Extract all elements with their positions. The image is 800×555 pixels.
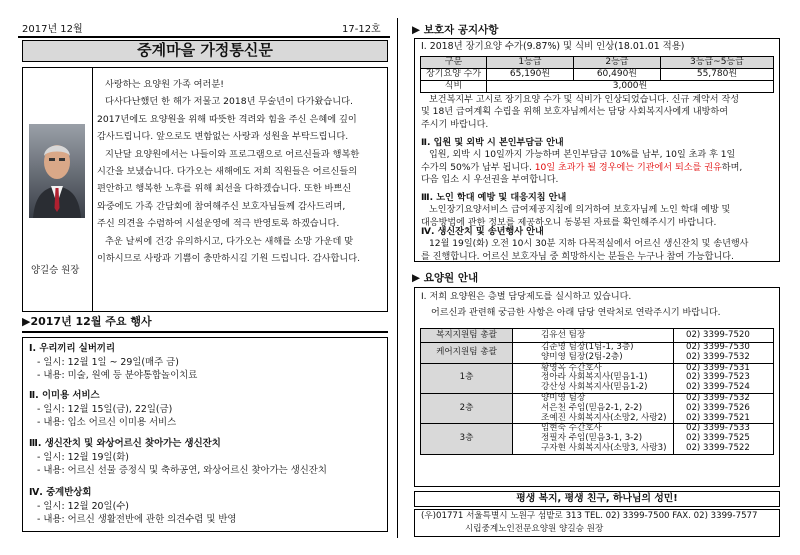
notice-section-4 [421,226,748,263]
fee-table-header [421,57,774,69]
address-line: (우)01771 서울특별시 노원구 섬밭로 313 TEL. 02) 3399-7500 FAX. 02) 3399-7577 [421,511,758,521]
staff-dept: 2층 [421,393,513,423]
director-letter-box [22,67,388,312]
event-item-1 [29,342,197,383]
newsletter-title: 중계마을 가정통신문 [137,41,273,60]
slogan: 평생 복지, 평생 친구, 하나님의 성민! [516,493,678,505]
letter-line: 편안하고 행복한 노후를 위해 최선을 다하겠습니다. 또한 바쁘신 [97,183,352,195]
slogan-box [414,491,780,507]
staff-table [420,328,774,455]
notice-line: 를 진행합니다. 어르신 보호자님 중 희망하시는 분들은 누구나 참여 가능합니다. [421,251,734,262]
notice-line: 및 18년 급여계획 수립을 위해 보호자님께서는 담당 사회복지사에게 내방하여 [421,107,729,118]
guide-box [414,287,780,487]
notice-line: 다음 입소 시 우선권을 부여합니다. [421,175,559,186]
letter-line: 감사드립니다. 앞으로도 변함없는 사랑과 성원을 부탁드립니다. [97,131,349,143]
event-title: Ⅰ. 우리끼리 실버끼리 [29,343,116,354]
letter-line: 지난달 요양원에서는 나들이와 프로그램으로 어르신들과 행복한 [105,148,360,160]
staff-phone: 02) 3399-7531 [686,362,750,373]
notice-line: 보건복지부 고시로 장기요양 수가 및 식비가 인상되었습니다. 신규 계약서 작성 [429,95,740,105]
letter-line: 시간을 보냈습니다. 다가오는 새해에도 저희 직원들은 어르신들의 [97,166,358,178]
event-item-3 [29,437,327,478]
header-rule [18,36,390,38]
notice-title: Ⅲ. 노인 학대 예방 및 대응지침 안내 [421,193,567,203]
staff-phone: 02) 3399-7521 [686,412,750,423]
letter-line: 이하시므로 사랑과 기쁨이 충만하시길 기원 드립니다. 감사합니다. [97,253,360,265]
notice-section-2 [421,137,742,187]
contact-box [414,509,780,537]
event-line: - 일시: 12월 20일(수) [37,500,129,512]
fee-cell: 55,780원 [660,69,773,81]
staff-name: 서은천 주임(믿음2-1, 2-2) [541,402,643,413]
newsletter-title-box [22,40,388,62]
guide-line: 어르신과 관련해 궁금한 사항은 아래 담당 연락처로 연락주시기 바랍니다. [431,308,721,319]
notice-section-3 [421,192,730,229]
fee-header-cell: 1등급 [487,57,574,69]
staff-name: 정아라 사회복지사(믿음1-1) [541,372,648,383]
staff-dept: 1층 [421,363,513,393]
staff-phone-cell [674,393,774,423]
fee-cell: 3,000원 [487,81,774,93]
guide-line: Ⅰ. 저희 요양원은 층별 담당제도를 실시하고 있습니다. [421,292,632,302]
staff-phone-cell [674,363,774,393]
event-title: Ⅳ. 중계반상회 [29,487,92,498]
notice-line: 노인장기요양서비스 급여제공지침에 의거하여 보호자님께 노인 학대 예방 및 [429,205,731,216]
staff-name: 김유선 팀장 [513,329,674,343]
letter-line: 다사다난했던 한 해가 저물고 2018년 무술년이 다가왔습니다. [105,96,353,108]
table-row [421,343,774,364]
table-row [421,329,774,343]
staff-phone: 02) 3399-7532 [686,351,750,362]
issue-date: 2017년 12월 [22,24,83,35]
letter-line: 사랑하는 요양원 가족 여러분! [105,79,224,90]
event-line: - 일시: 12월 19일(화) [37,451,129,463]
fee-header-cell: 2등급 [573,57,660,69]
staff-name: 조예진 사회복지사(소망2, 사랑2) [541,412,667,423]
event-title: Ⅲ. 생신잔치 및 와상어르신 찾아가는 생신잔치 [29,438,221,449]
staff-phone: 02) 3399-7520 [674,329,774,343]
staff-dept: 케어지원팀 총괄 [421,343,513,364]
letter-line: 2017년에도 요양원을 위해 따뜻한 격려와 힘을 주신 은혜에 깊이 [97,113,357,125]
notice-heading: ▶ 보호자 공지사항 [412,24,499,36]
fee-header-cell: 구분 [421,57,487,69]
staff-name-cell [513,393,674,423]
issue-number: 17-12호 [342,24,381,35]
notice-line: 주시기 바랍니다. [421,119,489,130]
events-heading-rule [22,331,388,333]
events-box [22,337,388,532]
notice-line: 입원, 외박 시 10일까지 가능하며 본인부담금 10%를 납부, 10일 초과 후 1일 [429,150,736,161]
guide-heading: ▶ 요양원 안내 [412,272,479,284]
staff-name-cell [513,363,674,393]
staff-name: 임현숙 수간호사 [541,423,602,434]
table-row [421,363,774,393]
fee-table [420,56,774,93]
table-row [421,424,774,454]
director-photo [29,124,85,218]
staff-dept: 3층 [421,424,513,454]
fee-table-row [421,69,774,81]
staff-phone: 02) 3399-7533 [686,423,750,434]
notice-warning: 10일 초과가 될 경우에는 기관에서 퇴소를 권유 [534,162,722,173]
letter-line: 추운 날씨에 건강 유의하시고, 다가오는 새해를 소망 가운데 맞 [105,235,354,247]
staff-name: 정필자 주임(믿음3-1, 3-2) [541,433,643,444]
notice-line [421,162,742,174]
staff-name-cell [513,343,674,364]
notice-box [414,38,780,262]
photo-column [23,68,93,311]
staff-name: 구자현 사회복지사(소망3, 사랑3) [541,442,667,453]
event-line: - 내용: 어르신 선물 증정식 및 축하공연, 와상어르신 찾아가는 생신잔치 [37,465,327,476]
notice-title: Ⅳ. 생신잔치 및 송년행사 안내 [421,227,544,237]
fee-cell: 60,490원 [573,69,660,81]
staff-phone: 02) 3399-7532 [686,392,750,403]
table-row [421,393,774,423]
staff-phone: 02) 3399-7524 [686,382,750,393]
notice-line: 12월 19일(화) 오전 10시 30분 지하 다목적실에서 어르신 생신잔치 및 송년행사 [429,239,749,250]
letter-body [97,76,360,267]
staff-phone: 02) 3399-7530 [686,342,750,352]
staff-phone-cell [674,343,774,364]
event-item-2 [29,389,176,430]
fee-header-cell: 3등급~5등급 [660,57,773,69]
guide-intro [421,291,721,320]
photo-caption: 양길승 원장 [31,265,80,276]
fee-cell: 식비 [421,81,487,93]
event-title: Ⅱ. 이미용 서비스 [29,390,100,401]
staff-name: 김준명 팀장(1팀-1, 3층) [541,342,634,352]
events-heading: ▶2017년 12월 주요 행사 [22,315,152,328]
staff-name: 황영옥 수간호사 [541,362,602,373]
event-line: - 내용: 어르신 생활전반에 관한 의견수렴 및 반영 [37,514,237,525]
fee-text [421,94,739,131]
staff-name: 양미영 팀장 [541,392,586,403]
staff-phone: 02) 3399-7523 [686,372,750,383]
notice-title: Ⅱ. 입원 및 외박 시 본인부담금 안내 [421,138,564,148]
event-line: - 일시: 12월 15일(금), 22일(금) [37,403,173,415]
event-item-4 [29,486,236,527]
fee-cell: 장기요양 수가 [421,69,487,81]
event-line: - 내용: 입소 어르신 이미용 서비스 [37,417,177,428]
notice-line: 대응방법에 관한 정보를 제공하오니 동봉된 자료를 확인해주시기 바랍니다. [421,217,717,228]
staff-name: 강산성 사회복지사(믿음1-2) [541,382,648,393]
staff-name-cell [513,424,674,454]
fee-table-row [421,81,774,93]
fee-cell: 65,190원 [487,69,574,81]
event-line: - 일시: 12월 1일 ~ 29일(매주 금) [37,356,179,368]
notice-text: 수가의 50%가 납부 됩니다. [421,162,532,173]
staff-phone: 02) 3399-7525 [686,433,750,444]
notice-text: 하며, [721,162,743,173]
organization-line: 시립중계노인전문요양원 양길승 원장 [465,524,604,534]
staff-dept: 복지지원팀 총괄 [421,329,513,343]
staff-name: 양미영 팀장(2팀-2층) [541,351,623,362]
letter-line: 와중에도 가족 간담회에 참여해주신 보호자님들께 감사드리며, [97,200,346,212]
column-divider [397,18,398,538]
staff-phone-cell [674,424,774,454]
staff-phone: 02) 3399-7522 [686,442,750,453]
staff-phone: 02) 3399-7526 [686,402,750,413]
event-line: - 내용: 미술, 원예 등 분야통합놀이치료 [37,370,198,381]
letter-line: 주신 의견을 수렴하여 시설운영에 적극 반영토록 하겠습니다. [97,218,340,230]
fee-title: Ⅰ. 2018년 장기요양 수가(9.87%) 및 식비 인상(18.01.01 적용) [421,41,685,52]
